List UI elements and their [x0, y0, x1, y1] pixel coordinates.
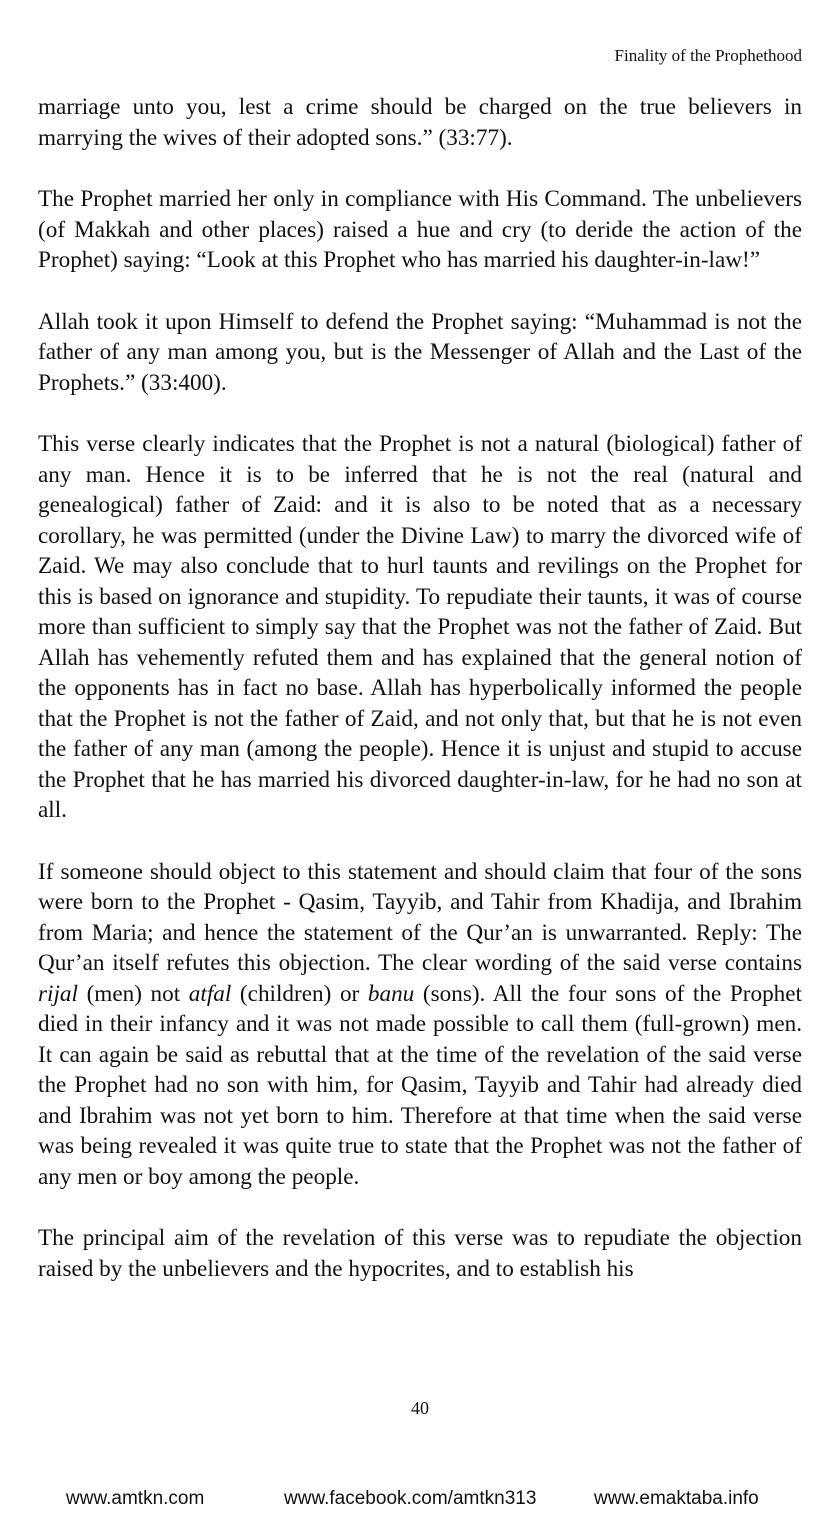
paragraph	[38, 429, 802, 826]
text-run: (men) not	[77, 980, 189, 1007]
paragraph	[38, 857, 802, 1193]
text-run: The Prophet married her only in compliance with His Command. The unbelievers (of Makkah and other places) raised a hue and cry (to deride the action of the Prophet) saying: “Look at this Prophet who has married his daughter-in-law!”	[38, 186, 802, 273]
footer-link-facebook[interactable]: www.facebook.com/amtkn313	[284, 1488, 537, 1509]
footer-link-emaktaba[interactable]: www.emaktaba.info	[594, 1488, 759, 1509]
page-number: 40	[411, 1398, 429, 1418]
italic-term: rijal	[38, 980, 78, 1007]
text-run: marriage unto you, lest a crime should be charged on the true believers in marrying the wives of their adopted sons.” (33:77).	[38, 94, 802, 151]
body-text	[38, 92, 802, 1284]
italic-term: atfal	[188, 980, 232, 1007]
paragraph	[38, 1223, 802, 1284]
footer	[0, 1488, 840, 1518]
footer-link-website[interactable]: www.amtkn.com	[66, 1488, 205, 1509]
paragraph	[38, 184, 802, 276]
text-run: This verse clearly indicates that the Prophet is not a natural (biological) father of any man. Hence it is to be inferred that he is not the real (natural and genealogical) father of Zaid: and it is also to be noted that as a necessary corollary, he was permitted (under the Divine Law) to marry the divorced wife of Zaid. We may also conclude that to hurl taunts and revilings on the Prophet for this is based on ignorance and stupidity. To repudiate their taunts, it was of course more than sufficient to simply say that the Prophet was not the father of Zaid. But Allah has vehemently refuted them and has explained that the general notion of the opponents has in fact no base. Allah has hyperbolically informed the people that the Prophet is not the father of Zaid, and not only that, but that he is not even the father of any man (among the people). Hence it is unjust and stupid to accuse the Prophet that he has married his divorced daughter-in-law, for he had no son at all.	[38, 431, 802, 823]
running-header-title: Finality of the Prophethood	[614, 46, 802, 65]
italic-term: banu	[367, 980, 415, 1007]
paragraph	[38, 307, 802, 399]
text-run: Allah took it upon Himself to defend the Prophet saying: “Muhammad is not the father of any man among you, but is the Messenger of Allah and the Last of the Prophets.” (33:400).	[38, 308, 802, 396]
text-run: (children) or	[231, 980, 368, 1007]
text-run: If someone should object to this statement and should claim that four of the sons were born to the Prophet - Qasim, Tayyib, and Tahir from Khadija, and Ibrahim from Maria; and hence the statement of the Qur’an is unwarranted. Reply: The Qur’an itself refutes this objection. The clear wording of the said verse contains	[38, 858, 802, 976]
paragraph	[38, 92, 802, 153]
text-run: (sons). All the four sons of the Prophet died in their infancy and it was not made possible to call them (full-grown) men. It can again be said as rebuttal that at the time of the revelation of the said verse the Prophet had no son with him, for Qasim, Tayyib and Tahir had already died and Ibrahim was not yet born to him. Therefore at that time when the said verse was being revealed it was quite true to state that the Prophet was not the father of any men or boy among the people.	[38, 980, 802, 1190]
text-run: The principal aim of the revelation of this verse was to repudiate the objection raised by the unbelievers and the hypocrites, and to establish his	[38, 1225, 802, 1282]
